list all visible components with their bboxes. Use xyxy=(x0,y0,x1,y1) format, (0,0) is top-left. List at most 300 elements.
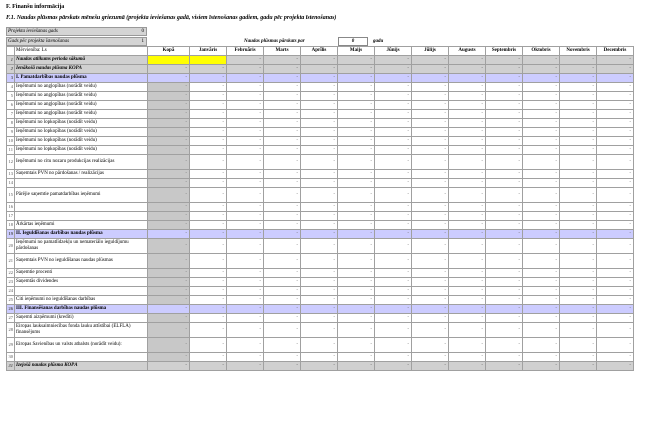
value-cell[interactable]: - xyxy=(597,179,634,188)
value-cell[interactable]: - xyxy=(190,74,227,83)
value-cell[interactable]: - xyxy=(148,146,190,155)
value-cell[interactable]: - xyxy=(597,146,634,155)
value-cell[interactable]: - xyxy=(560,353,597,362)
value-cell[interactable]: - xyxy=(523,353,560,362)
value-cell[interactable]: - xyxy=(412,323,449,338)
value-cell[interactable]: - xyxy=(190,239,227,254)
value-cell[interactable]: - xyxy=(449,155,486,170)
period-year-input[interactable]: 0 xyxy=(338,37,368,46)
value-cell[interactable]: - xyxy=(148,92,190,101)
value-cell[interactable]: - xyxy=(264,110,301,119)
value-cell[interactable]: - xyxy=(412,221,449,230)
value-cell[interactable]: - xyxy=(227,101,264,110)
value-cell[interactable]: - xyxy=(375,212,412,221)
value-cell[interactable]: - xyxy=(412,287,449,296)
value-cell[interactable]: - xyxy=(597,137,634,146)
value-cell[interactable]: - xyxy=(264,128,301,137)
value-cell[interactable]: - xyxy=(375,362,412,371)
value-cell[interactable]: - xyxy=(264,254,301,269)
value-cell[interactable]: - xyxy=(560,230,597,239)
value-cell[interactable]: - xyxy=(523,101,560,110)
value-cell[interactable]: - xyxy=(227,230,264,239)
value-cell[interactable]: - xyxy=(264,221,301,230)
value-cell[interactable]: - xyxy=(301,323,338,338)
value-cell[interactable]: - xyxy=(264,188,301,203)
value-cell[interactable]: - xyxy=(412,101,449,110)
value-cell[interactable]: - xyxy=(227,188,264,203)
value-cell[interactable]: - xyxy=(148,338,190,353)
value-cell[interactable]: - xyxy=(412,362,449,371)
post-implementation-year-field[interactable] xyxy=(6,37,147,46)
value-cell[interactable]: - xyxy=(338,179,375,188)
value-cell[interactable]: - xyxy=(264,323,301,338)
value-cell[interactable]: - xyxy=(301,362,338,371)
value-cell[interactable]: - xyxy=(449,305,486,314)
value-cell[interactable]: - xyxy=(148,65,190,74)
value-cell[interactable]: - xyxy=(375,92,412,101)
value-cell[interactable]: - xyxy=(449,92,486,101)
value-cell[interactable]: - xyxy=(264,239,301,254)
value-cell[interactable]: - xyxy=(264,92,301,101)
value-cell[interactable] xyxy=(190,56,227,65)
value-cell[interactable]: - xyxy=(190,278,227,287)
value-cell[interactable]: - xyxy=(597,362,634,371)
value-cell[interactable]: - xyxy=(301,254,338,269)
value-cell[interactable]: - xyxy=(597,287,634,296)
value-cell[interactable]: - xyxy=(338,230,375,239)
value-cell[interactable]: - xyxy=(449,269,486,278)
value-cell[interactable]: - xyxy=(486,56,523,65)
value-cell[interactable]: - xyxy=(486,278,523,287)
value-cell[interactable]: - xyxy=(560,74,597,83)
value-cell[interactable]: - xyxy=(597,170,634,179)
value-cell[interactable]: - xyxy=(338,338,375,353)
value-cell[interactable]: - xyxy=(148,74,190,83)
value-cell[interactable]: - xyxy=(560,56,597,65)
value-cell[interactable]: - xyxy=(227,119,264,128)
value-cell[interactable]: - xyxy=(375,74,412,83)
value-cell[interactable]: - xyxy=(375,221,412,230)
value-cell[interactable]: - xyxy=(338,353,375,362)
value-cell[interactable]: - xyxy=(412,74,449,83)
value-cell[interactable]: - xyxy=(560,128,597,137)
value-cell[interactable]: - xyxy=(523,314,560,323)
value-cell[interactable]: - xyxy=(301,314,338,323)
value-cell[interactable]: - xyxy=(148,170,190,179)
value-cell[interactable]: - xyxy=(523,110,560,119)
value-cell[interactable]: - xyxy=(523,338,560,353)
value-cell[interactable]: - xyxy=(597,110,634,119)
value-cell[interactable]: - xyxy=(412,65,449,74)
value-cell[interactable]: - xyxy=(449,353,486,362)
value-cell[interactable]: - xyxy=(148,155,190,170)
value-cell[interactable]: - xyxy=(449,254,486,269)
value-cell[interactable]: - xyxy=(148,137,190,146)
value-cell[interactable]: - xyxy=(523,65,560,74)
value-cell[interactable]: - xyxy=(560,239,597,254)
value-cell[interactable]: - xyxy=(486,305,523,314)
value-cell[interactable]: - xyxy=(227,65,264,74)
value-cell[interactable]: - xyxy=(449,362,486,371)
value-cell[interactable]: - xyxy=(523,239,560,254)
value-cell[interactable]: - xyxy=(597,323,634,338)
value-cell[interactable]: - xyxy=(301,74,338,83)
value-cell[interactable]: - xyxy=(560,362,597,371)
value-cell[interactable]: - xyxy=(148,269,190,278)
value-cell[interactable]: - xyxy=(375,230,412,239)
value-cell[interactable]: - xyxy=(264,56,301,65)
value-cell[interactable]: - xyxy=(412,212,449,221)
value-cell[interactable]: - xyxy=(523,278,560,287)
value-cell[interactable]: - xyxy=(190,179,227,188)
value-cell[interactable]: - xyxy=(523,212,560,221)
value-cell[interactable]: - xyxy=(597,74,634,83)
value-cell[interactable]: - xyxy=(523,230,560,239)
value-cell[interactable]: - xyxy=(449,101,486,110)
value-cell[interactable]: - xyxy=(190,92,227,101)
value-cell[interactable]: - xyxy=(338,221,375,230)
value-cell[interactable]: - xyxy=(375,338,412,353)
value-cell[interactable]: - xyxy=(412,56,449,65)
value-cell[interactable]: - xyxy=(412,119,449,128)
value-cell[interactable]: - xyxy=(227,287,264,296)
value-cell[interactable]: - xyxy=(486,155,523,170)
value-cell[interactable]: - xyxy=(227,338,264,353)
value-cell[interactable]: - xyxy=(301,110,338,119)
value-cell[interactable]: - xyxy=(264,119,301,128)
value-cell[interactable]: - xyxy=(560,170,597,179)
value-cell[interactable]: - xyxy=(264,170,301,179)
value-cell[interactable]: - xyxy=(597,188,634,203)
value-cell[interactable]: - xyxy=(523,92,560,101)
value-cell[interactable]: - xyxy=(338,203,375,212)
value-cell[interactable]: - xyxy=(190,296,227,305)
value-cell[interactable]: - xyxy=(338,278,375,287)
value-cell[interactable]: - xyxy=(190,353,227,362)
value-cell[interactable]: - xyxy=(338,269,375,278)
value-cell[interactable]: - xyxy=(148,353,190,362)
value-cell[interactable]: - xyxy=(301,92,338,101)
value-cell[interactable]: - xyxy=(190,221,227,230)
value-cell[interactable]: - xyxy=(523,362,560,371)
value-cell[interactable]: - xyxy=(560,101,597,110)
value-cell[interactable]: - xyxy=(227,92,264,101)
value-cell[interactable]: - xyxy=(486,287,523,296)
value-cell[interactable]: - xyxy=(264,137,301,146)
value-cell[interactable]: - xyxy=(338,287,375,296)
value-cell[interactable]: - xyxy=(412,83,449,92)
value-cell[interactable]: - xyxy=(301,287,338,296)
value-cell[interactable]: - xyxy=(375,155,412,170)
value-cell[interactable]: - xyxy=(486,338,523,353)
value-cell[interactable]: - xyxy=(264,362,301,371)
value-cell[interactable]: - xyxy=(449,212,486,221)
value-cell[interactable]: - xyxy=(338,101,375,110)
value-cell[interactable]: - xyxy=(523,83,560,92)
value-cell[interactable]: - xyxy=(338,296,375,305)
value-cell[interactable]: - xyxy=(375,179,412,188)
value-cell[interactable]: - xyxy=(338,119,375,128)
value-cell[interactable]: - xyxy=(560,254,597,269)
value-cell[interactable]: - xyxy=(375,83,412,92)
value-cell[interactable]: - xyxy=(301,296,338,305)
value-cell[interactable]: - xyxy=(338,362,375,371)
value-cell[interactable]: - xyxy=(560,323,597,338)
value-cell[interactable]: - xyxy=(375,314,412,323)
value-cell[interactable]: - xyxy=(148,239,190,254)
value-cell[interactable]: - xyxy=(597,119,634,128)
value-cell[interactable]: - xyxy=(560,287,597,296)
value-cell[interactable]: - xyxy=(523,119,560,128)
value-cell[interactable]: - xyxy=(486,101,523,110)
value-cell[interactable]: - xyxy=(190,101,227,110)
value-cell[interactable]: - xyxy=(449,65,486,74)
value-cell[interactable]: - xyxy=(148,212,190,221)
value-cell[interactable]: - xyxy=(227,212,264,221)
value-cell[interactable]: - xyxy=(412,155,449,170)
value-cell[interactable]: - xyxy=(148,287,190,296)
value-cell[interactable]: - xyxy=(560,221,597,230)
value-cell[interactable]: - xyxy=(375,287,412,296)
value-cell[interactable]: - xyxy=(597,296,634,305)
value-cell[interactable]: - xyxy=(227,254,264,269)
value-cell[interactable]: - xyxy=(301,203,338,212)
value-cell[interactable]: - xyxy=(597,155,634,170)
value-cell[interactable]: - xyxy=(523,287,560,296)
value-cell[interactable]: - xyxy=(190,137,227,146)
value-cell[interactable]: - xyxy=(486,110,523,119)
value-cell[interactable]: - xyxy=(560,296,597,305)
value-cell[interactable]: - xyxy=(412,269,449,278)
value-cell[interactable]: - xyxy=(301,119,338,128)
value-cell[interactable]: - xyxy=(227,83,264,92)
value-cell[interactable]: - xyxy=(301,128,338,137)
value-cell[interactable]: - xyxy=(412,305,449,314)
value-cell[interactable]: - xyxy=(449,338,486,353)
value-cell[interactable]: - xyxy=(264,83,301,92)
value-cell[interactable]: - xyxy=(190,65,227,74)
value-cell[interactable]: - xyxy=(597,230,634,239)
value-cell[interactable]: - xyxy=(449,56,486,65)
value-cell[interactable]: - xyxy=(227,296,264,305)
value-cell[interactable]: - xyxy=(375,56,412,65)
value-cell[interactable]: - xyxy=(412,353,449,362)
value-cell[interactable]: - xyxy=(412,92,449,101)
value-cell[interactable]: - xyxy=(449,230,486,239)
value-cell[interactable]: - xyxy=(375,170,412,179)
value-cell[interactable]: - xyxy=(190,128,227,137)
value-cell[interactable]: - xyxy=(227,203,264,212)
value-cell[interactable]: - xyxy=(338,92,375,101)
value-cell[interactable]: - xyxy=(227,269,264,278)
value-cell[interactable]: - xyxy=(301,212,338,221)
value-cell[interactable]: - xyxy=(523,155,560,170)
value-cell[interactable]: - xyxy=(338,128,375,137)
value-cell[interactable]: - xyxy=(227,239,264,254)
value-cell[interactable]: - xyxy=(412,137,449,146)
value-cell[interactable]: - xyxy=(597,278,634,287)
value-cell[interactable]: - xyxy=(148,179,190,188)
value-cell[interactable]: - xyxy=(486,179,523,188)
value-cell[interactable]: - xyxy=(412,278,449,287)
value-cell[interactable]: - xyxy=(190,212,227,221)
value-cell[interactable]: - xyxy=(264,212,301,221)
value-cell[interactable]: - xyxy=(449,188,486,203)
value-cell[interactable]: - xyxy=(227,146,264,155)
value-cell[interactable]: - xyxy=(560,155,597,170)
value-cell[interactable]: - xyxy=(486,170,523,179)
value-cell[interactable]: - xyxy=(560,83,597,92)
value-cell[interactable]: - xyxy=(301,146,338,155)
value-cell[interactable]: - xyxy=(148,83,190,92)
value-cell[interactable]: - xyxy=(486,203,523,212)
value-cell[interactable]: - xyxy=(486,92,523,101)
value-cell[interactable]: - xyxy=(301,179,338,188)
value-cell[interactable]: - xyxy=(486,353,523,362)
value-cell[interactable]: - xyxy=(338,56,375,65)
value-cell[interactable]: - xyxy=(338,254,375,269)
value-cell[interactable]: - xyxy=(264,74,301,83)
value-cell[interactable]: - xyxy=(597,338,634,353)
value-cell[interactable]: - xyxy=(412,179,449,188)
value-cell[interactable]: - xyxy=(412,128,449,137)
value-cell[interactable]: - xyxy=(560,278,597,287)
value-cell[interactable]: - xyxy=(148,305,190,314)
value-cell[interactable]: - xyxy=(449,203,486,212)
value-cell[interactable]: - xyxy=(301,83,338,92)
value-cell[interactable]: - xyxy=(597,314,634,323)
value-cell[interactable]: - xyxy=(301,221,338,230)
value-cell[interactable]: - xyxy=(264,338,301,353)
value-cell[interactable]: - xyxy=(597,212,634,221)
value-cell[interactable]: - xyxy=(449,314,486,323)
value-cell[interactable]: - xyxy=(338,74,375,83)
value-cell[interactable]: - xyxy=(148,188,190,203)
value-cell[interactable]: - xyxy=(375,323,412,338)
value-cell[interactable]: - xyxy=(190,269,227,278)
value-cell[interactable]: - xyxy=(560,269,597,278)
value-cell[interactable]: - xyxy=(190,314,227,323)
value-cell[interactable] xyxy=(148,56,190,65)
value-cell[interactable]: - xyxy=(449,323,486,338)
value-cell[interactable]: - xyxy=(190,146,227,155)
value-cell[interactable]: - xyxy=(301,278,338,287)
value-cell[interactable]: - xyxy=(338,155,375,170)
value-cell[interactable]: - xyxy=(523,179,560,188)
value-cell[interactable]: - xyxy=(486,221,523,230)
value-cell[interactable]: - xyxy=(597,65,634,74)
value-cell[interactable]: - xyxy=(227,74,264,83)
value-cell[interactable]: - xyxy=(486,254,523,269)
value-cell[interactable]: - xyxy=(560,137,597,146)
value-cell[interactable]: - xyxy=(227,179,264,188)
value-cell[interactable]: - xyxy=(523,170,560,179)
value-cell[interactable]: - xyxy=(560,92,597,101)
value-cell[interactable]: - xyxy=(560,314,597,323)
value-cell[interactable]: - xyxy=(412,296,449,305)
value-cell[interactable]: - xyxy=(301,65,338,74)
value-cell[interactable]: - xyxy=(449,287,486,296)
value-cell[interactable]: - xyxy=(148,119,190,128)
value-cell[interactable]: - xyxy=(449,110,486,119)
value-cell[interactable]: - xyxy=(190,170,227,179)
value-cell[interactable]: - xyxy=(523,296,560,305)
value-cell[interactable]: - xyxy=(560,119,597,128)
value-cell[interactable]: - xyxy=(227,110,264,119)
value-cell[interactable]: - xyxy=(412,110,449,119)
value-cell[interactable]: - xyxy=(338,83,375,92)
value-cell[interactable]: - xyxy=(597,305,634,314)
value-cell[interactable]: - xyxy=(560,305,597,314)
value-cell[interactable]: - xyxy=(523,56,560,65)
value-cell[interactable]: - xyxy=(375,128,412,137)
value-cell[interactable]: - xyxy=(412,188,449,203)
value-cell[interactable]: - xyxy=(523,74,560,83)
value-cell[interactable]: - xyxy=(264,278,301,287)
value-cell[interactable]: - xyxy=(375,353,412,362)
value-cell[interactable]: - xyxy=(338,305,375,314)
value-cell[interactable]: - xyxy=(486,128,523,137)
value-cell[interactable]: - xyxy=(449,296,486,305)
value-cell[interactable]: - xyxy=(264,353,301,362)
value-cell[interactable]: - xyxy=(486,188,523,203)
value-cell[interactable]: - xyxy=(227,314,264,323)
value-cell[interactable]: - xyxy=(227,155,264,170)
value-cell[interactable]: - xyxy=(597,83,634,92)
value-cell[interactable]: - xyxy=(338,323,375,338)
value-cell[interactable]: - xyxy=(375,305,412,314)
value-cell[interactable]: - xyxy=(375,203,412,212)
value-cell[interactable]: - xyxy=(301,230,338,239)
value-cell[interactable]: - xyxy=(560,146,597,155)
value-cell[interactable]: - xyxy=(264,179,301,188)
value-cell[interactable]: - xyxy=(449,278,486,287)
value-cell[interactable]: - xyxy=(449,170,486,179)
value-cell[interactable]: - xyxy=(338,314,375,323)
value-cell[interactable]: - xyxy=(523,254,560,269)
value-cell[interactable]: - xyxy=(412,314,449,323)
value-cell[interactable]: - xyxy=(375,101,412,110)
value-cell[interactable]: - xyxy=(375,239,412,254)
value-cell[interactable]: - xyxy=(449,221,486,230)
value-cell[interactable]: - xyxy=(301,170,338,179)
value-cell[interactable]: - xyxy=(375,296,412,305)
value-cell[interactable]: - xyxy=(190,188,227,203)
value-cell[interactable]: - xyxy=(190,203,227,212)
value-cell[interactable]: - xyxy=(190,323,227,338)
value-cell[interactable]: - xyxy=(264,146,301,155)
value-cell[interactable]: - xyxy=(412,146,449,155)
value-cell[interactable]: - xyxy=(560,65,597,74)
value-cell[interactable]: - xyxy=(148,254,190,269)
value-cell[interactable]: - xyxy=(486,83,523,92)
value-cell[interactable]: - xyxy=(597,92,634,101)
value-cell[interactable]: - xyxy=(375,278,412,287)
value-cell[interactable]: - xyxy=(190,287,227,296)
value-cell[interactable]: - xyxy=(486,212,523,221)
value-cell[interactable]: - xyxy=(523,203,560,212)
value-cell[interactable]: - xyxy=(338,188,375,203)
value-cell[interactable]: - xyxy=(523,323,560,338)
value-cell[interactable]: - xyxy=(560,179,597,188)
value-cell[interactable]: - xyxy=(190,83,227,92)
value-cell[interactable]: - xyxy=(148,323,190,338)
value-cell[interactable]: - xyxy=(412,230,449,239)
value-cell[interactable]: - xyxy=(486,323,523,338)
value-cell[interactable]: - xyxy=(523,221,560,230)
value-cell[interactable]: - xyxy=(301,239,338,254)
value-cell[interactable]: - xyxy=(375,254,412,269)
